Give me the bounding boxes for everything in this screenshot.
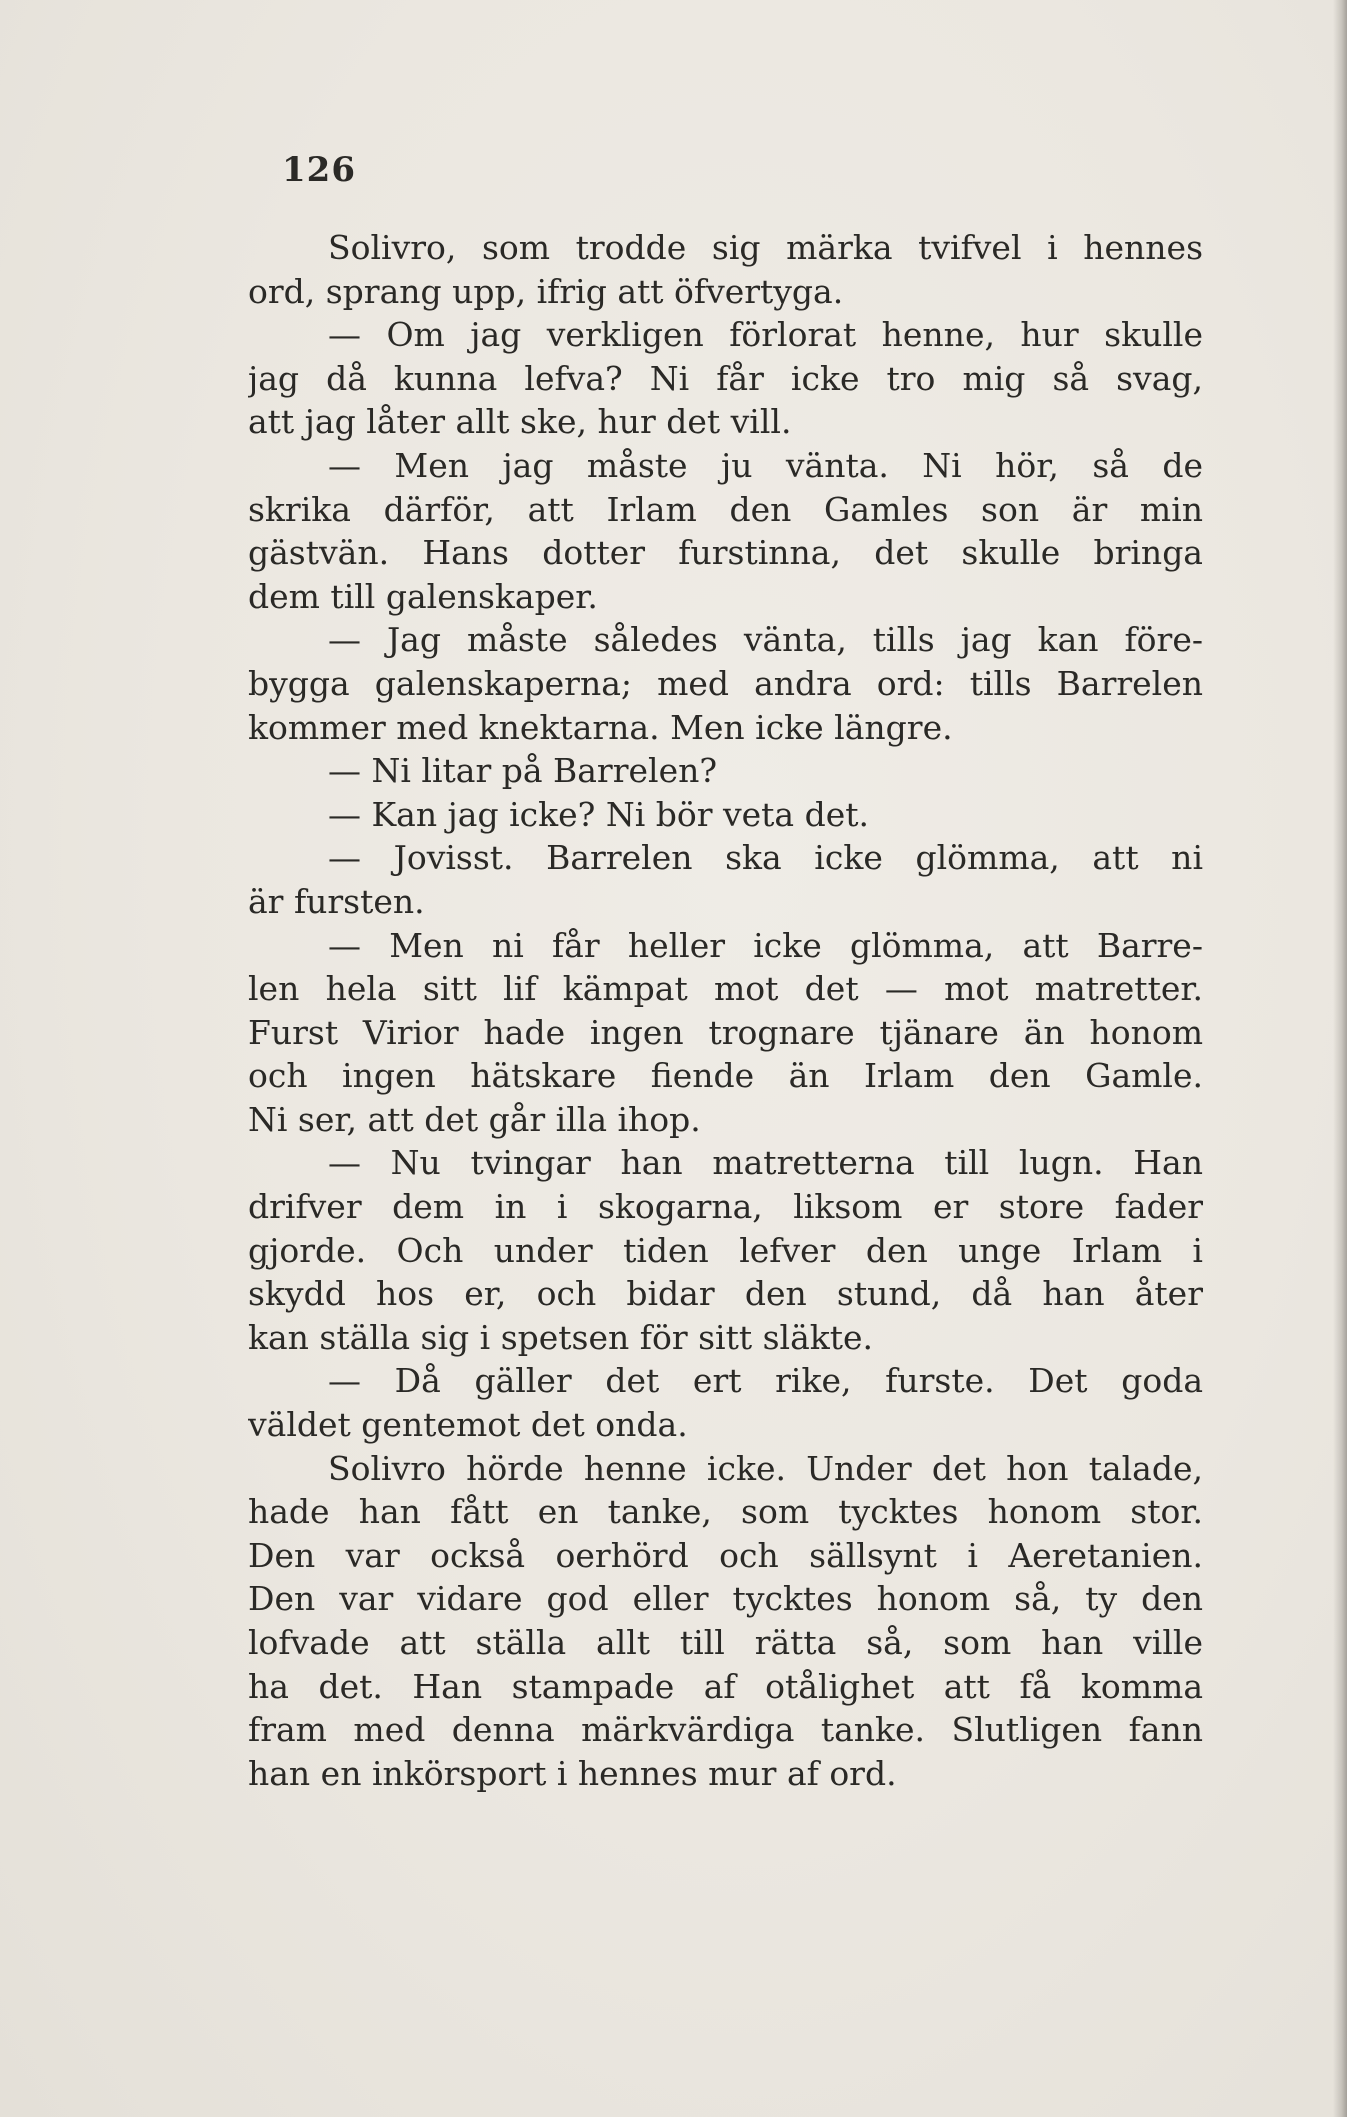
text-line: jag då kunna lefva? Ni får icke tro mig så svag, — [248, 358, 1203, 398]
text-line: fram med denna märkvärdiga tanke. Slutligen fann — [248, 1710, 1203, 1750]
text-line: skrika därför, att Irlam den Gamles son är min — [248, 489, 1203, 529]
text-line: Solivro, som trodde sig märka tvifvel i hennes — [328, 228, 1203, 267]
body-text — [248, 226, 1203, 1795]
text-line: Furst Virior hade ingen trognare tjänare än honom — [248, 1012, 1203, 1052]
text-line: är fursten. — [248, 881, 425, 921]
text-line: han en inkörsport i hennes mur af ord. — [248, 1753, 897, 1793]
text-line: bygga galenskaperna; med andra ord: tills Barrelen — [248, 663, 1203, 703]
text-line: — Kan jag icke? Ni bör veta det. — [328, 794, 870, 834]
text-line: — Ni litar på Barrelen? — [328, 751, 718, 791]
text-line: och ingen hätskare fiende än Irlam den Gamle. — [248, 1056, 1203, 1096]
text-line: Den var också oerhörd och sällsynt i Aeretanien. — [248, 1535, 1203, 1575]
text-line: skydd hos er, och bidar den stund, då han åter — [248, 1274, 1203, 1314]
text-line: ha det. Han stampade af otålighet att få komma — [248, 1666, 1203, 1706]
text-line: kommer med knektarna. Men icke längre. — [248, 707, 953, 747]
text-line: lofvade att ställa allt till rätta så, som han ville — [248, 1623, 1203, 1662]
text-line: Solivro hörde henne icke. Under det hon talade, — [328, 1448, 1203, 1488]
text-line: — Men ni får heller icke glömma, att Barre- — [328, 925, 1203, 965]
text-line: väldet gentemot det onda. — [248, 1405, 688, 1445]
text-line: dem till galenskaper. — [248, 576, 598, 616]
text-line: — Nu tvingar han matretterna till lugn. Han — [328, 1143, 1203, 1183]
text-line: Den var vidare god eller tycktes honom så, ty den — [248, 1579, 1203, 1619]
text-line: gjorde. Och under tiden lefver den unge Irlam i — [248, 1230, 1203, 1270]
page-edge-shadow — [1333, 0, 1347, 2117]
text-line: — Då gäller det ert rike, furste. Det goda — [328, 1361, 1203, 1401]
text-line: — Jovisst. Barrelen ska icke glömma, att ni — [328, 838, 1203, 878]
text-line: hade han fått en tanke, som tycktes honom stor. — [248, 1492, 1203, 1532]
text-line: drifver dem in i skogarna, liksom er store fader — [248, 1187, 1203, 1227]
text-line: — Om jag verkligen förlorat henne, hur skulle — [328, 315, 1203, 355]
text-line: kan ställa sig i spetsen för sitt släkte. — [248, 1317, 874, 1357]
page-number: 126 — [282, 150, 356, 190]
text-line: Ni ser, att det går illa ihop. — [248, 1099, 701, 1139]
text-line: len hela sitt lif kämpat mot det — mot matretter. — [248, 969, 1203, 1009]
text-line: att jag låter allt ske, hur det vill. — [248, 402, 792, 442]
text-line: — Men jag måste ju vänta. Ni hör, så de — [328, 445, 1203, 485]
text-line: ord, sprang upp, ifrig att öfvertyga. — [248, 271, 844, 311]
text-line: gästvän. Hans dotter furstinna, det skulle bringa — [248, 533, 1203, 573]
text-line: — Jag måste således vänta, tills jag kan före- — [328, 620, 1203, 660]
